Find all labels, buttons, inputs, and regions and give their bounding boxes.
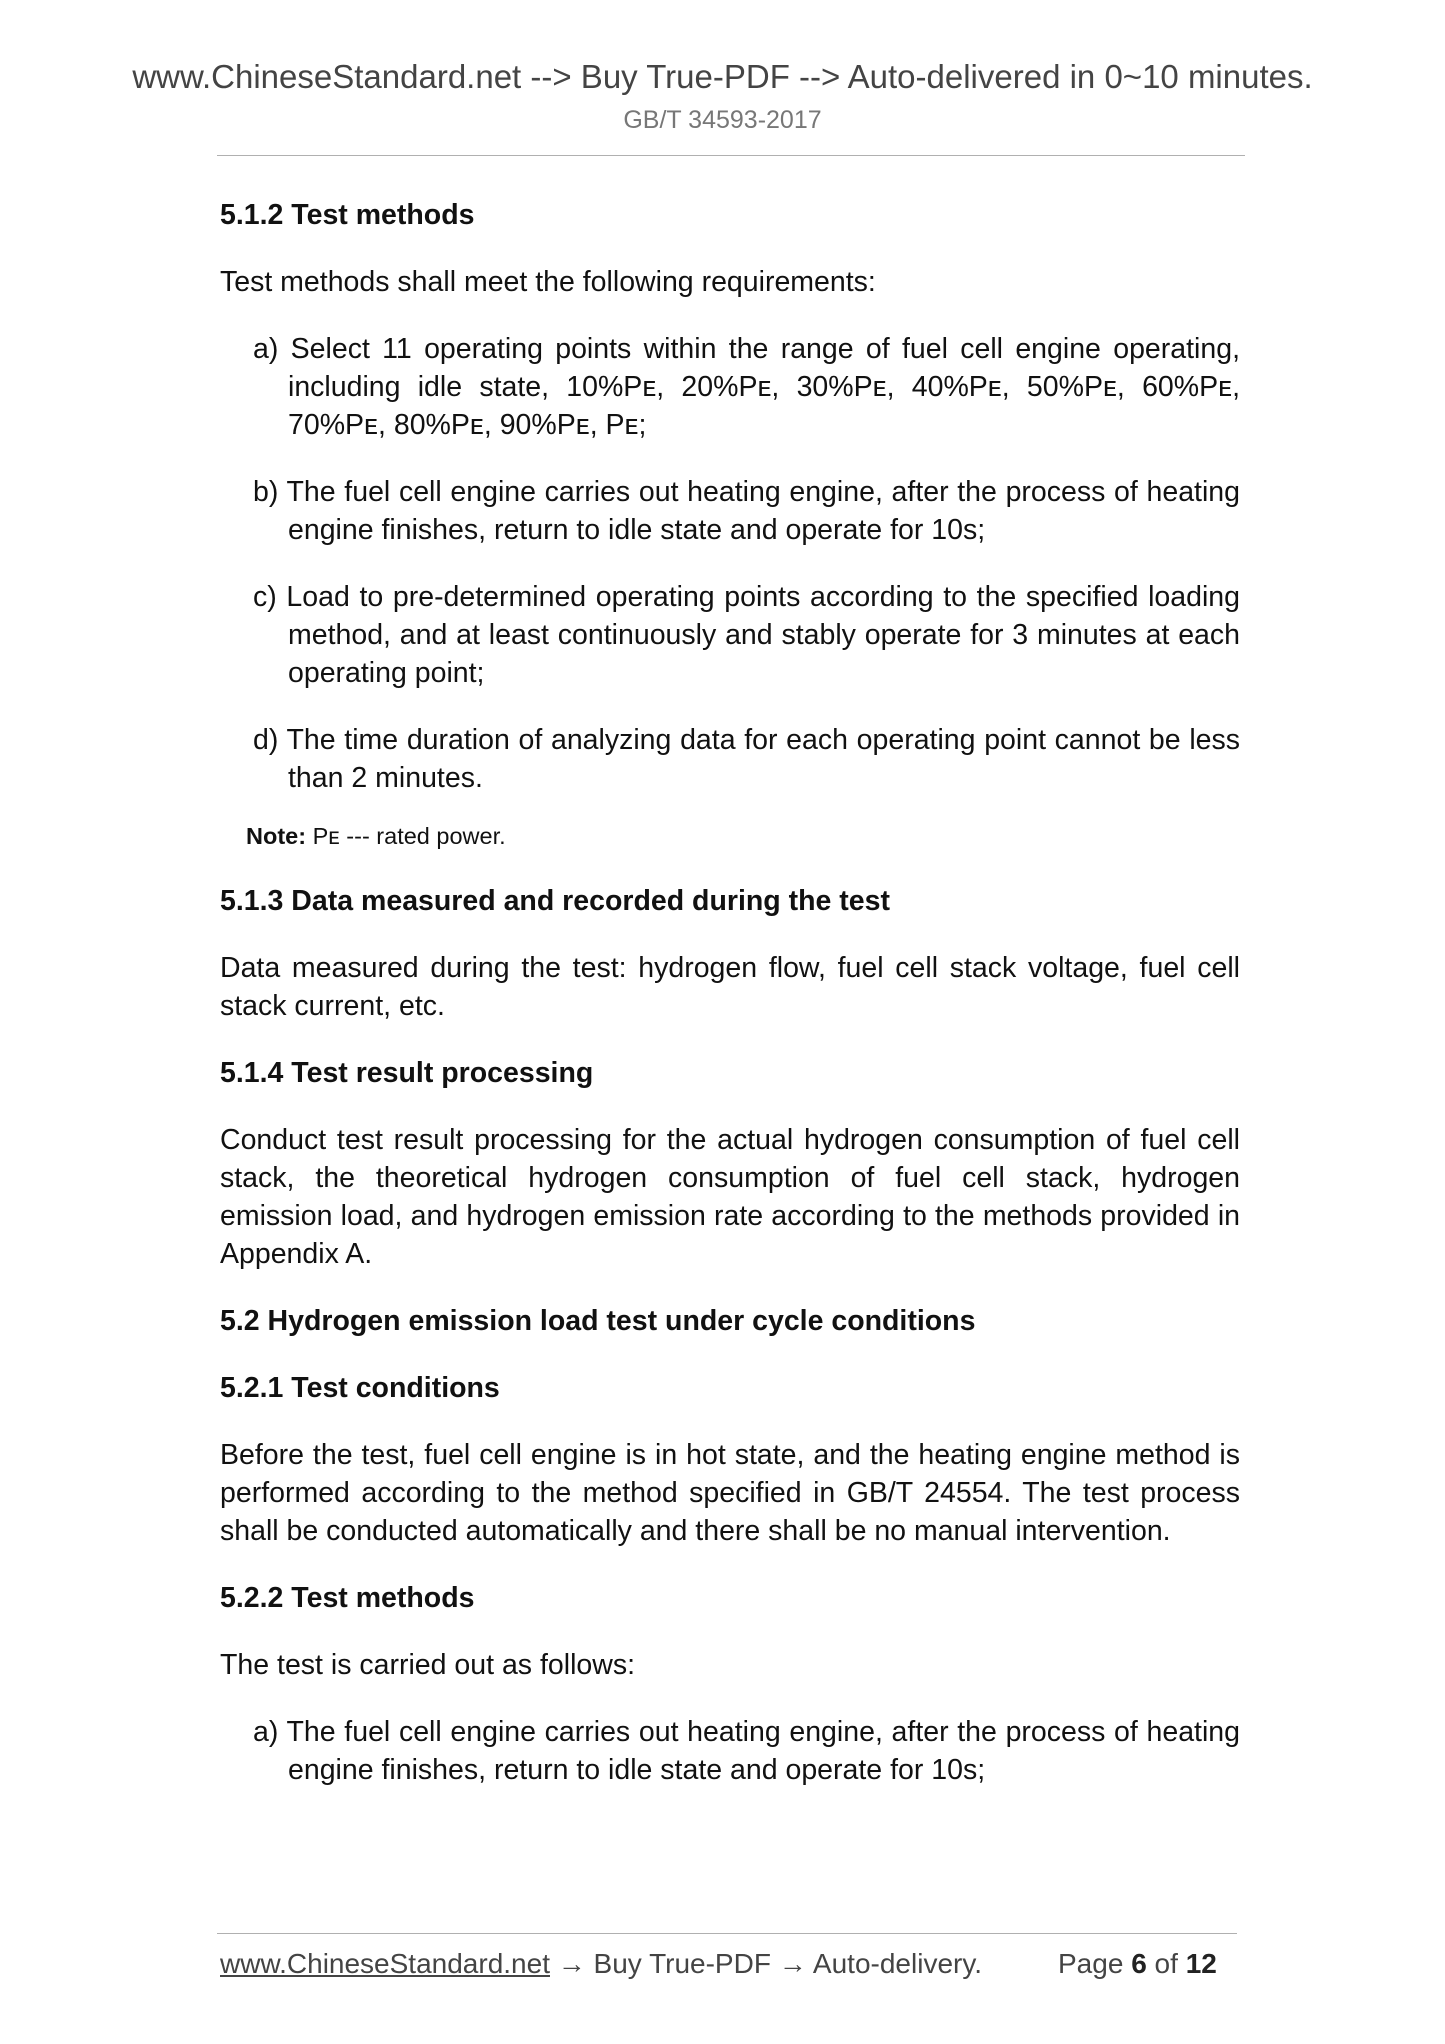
list-item: b) The fuel cell engine carries out heating engine, after the process of heating engine finishes, return to idle state and operate for 10s;	[253, 476, 1240, 546]
section-5-1-4-heading: 5.1.4 Test result processing	[220, 1057, 594, 1089]
page-number: 6	[1131, 1948, 1147, 1979]
header-divider	[217, 155, 1245, 156]
section-5-1-3-body: Data measured during the test: hydrogen flow, fuel cell stack voltage, fuel cell stack current, etc.	[220, 952, 1240, 1022]
section-5-2-heading: 5.2 Hydrogen emission load test under cycle conditions	[220, 1305, 976, 1337]
section-5-2-2-list	[220, 1713, 1240, 1789]
list-item: d) The time duration of analyzing data for each operating point cannot be less than 2 minutes.	[253, 724, 1240, 794]
note-text: Pᴇ --- rated power.	[312, 823, 506, 849]
section-5-1-3-heading: 5.1.3 Data measured and recorded during the test	[220, 885, 890, 917]
list-item: a) The fuel cell engine carries out heating engine, after the process of heating engine finishes, return to idle state and operate for 10s;	[253, 1716, 1240, 1786]
section-5-2-2-intro: The test is carried out as follows:	[220, 1649, 636, 1681]
section-5-1-2-list	[220, 330, 1240, 797]
list-item: c) Load to pre-determined operating points according to the specified loading method, and at least continuously and stably operate for 3 minutes at each operating point;	[253, 581, 1240, 689]
page-indicator	[1058, 1948, 1217, 1980]
footer-tagline: → Buy True-PDF → Auto-delivery.	[549, 1948, 983, 1979]
page-label: Page	[1058, 1948, 1124, 1979]
section-5-2-1-body: Before the test, fuel cell engine is in hot state, and the heating engine method is performed according to the method specified in GB/T 24554. The test process shall be conducted automatically and there shall be no manual intervention.	[220, 1439, 1240, 1547]
footer-site-link[interactable]: www.ChineseStandard.net	[220, 1948, 550, 1979]
section-5-1-2-intro: Test methods shall meet the following requirements:	[220, 266, 876, 298]
note	[246, 821, 1240, 851]
note-label: Note:	[246, 823, 307, 849]
section-5-1-2-heading: 5.1.2 Test methods	[220, 199, 475, 231]
list-item: a) Select 11 operating points within the range of fuel cell engine operating, including idle state, 10%Pᴇ, 20%Pᴇ, 30%Pᴇ, 40%Pᴇ, 50%Pᴇ, 60%Pᴇ, 70%Pᴇ, 80%Pᴇ, 90%Pᴇ, Pᴇ;	[253, 333, 1240, 441]
footer-divider	[217, 1933, 1237, 1934]
section-5-1-4-body: Conduct test result processing for the actual hydrogen consumption of fuel cell stack, the theoretical hydrogen consumption of fuel cell stack, hydrogen emission load, and hydrogen emission rate according to the methods provided in Appendix A.	[220, 1124, 1240, 1270]
standard-number: GB/T 34593-2017	[623, 106, 822, 134]
footer-links	[220, 1948, 982, 1980]
of-label: of	[1154, 1948, 1178, 1979]
page-total: 12	[1185, 1948, 1217, 1979]
document-body	[220, 196, 1240, 1818]
section-5-2-1-heading: 5.2.1 Test conditions	[220, 1372, 500, 1404]
section-5-2-2-heading: 5.2.2 Test methods	[220, 1582, 475, 1614]
header-banner: www.ChineseStandard.net --> Buy True-PDF --> Auto-delivered in 0~10 minutes.	[132, 58, 1313, 95]
